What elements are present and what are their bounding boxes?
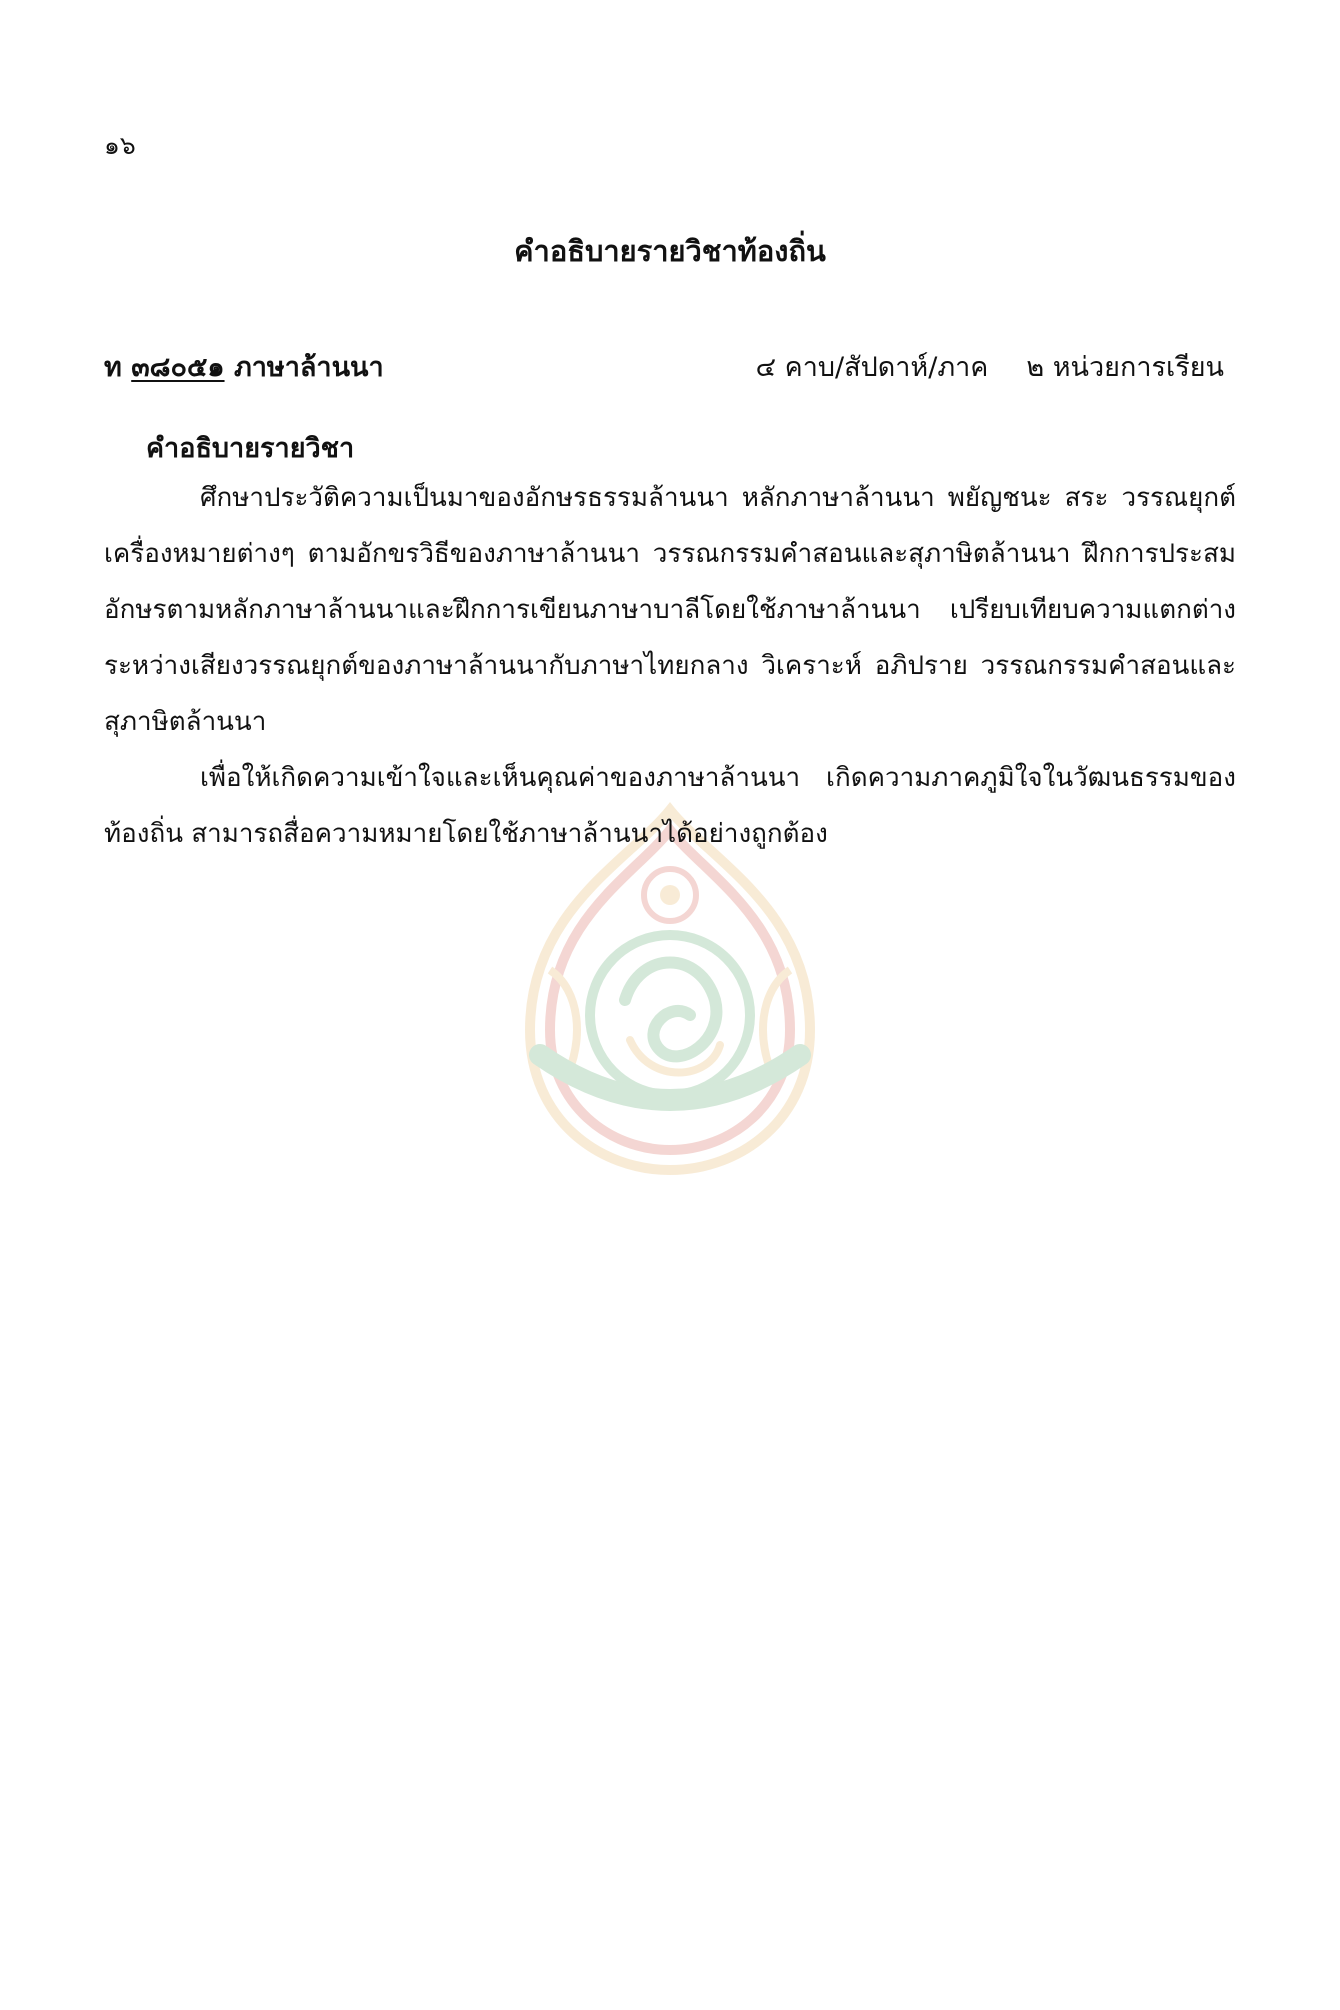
course-code-prefix: ท bbox=[104, 352, 132, 383]
course-meta bbox=[756, 345, 1224, 388]
course-code-name bbox=[104, 345, 384, 388]
course-credits: ๒ หน่วยการเรียน bbox=[1026, 352, 1224, 383]
description-paragraph: เพื่อให้เกิดความเข้าใจและเห็นคุณค่าของภาษาล้านนา เกิดความภาคภูมิใจในวัฒนธรรมของท้องถิ่น สามารถสื่อความหมายโดยใช้ภาษาล้านนาได้อย่างถูกต้อง bbox=[104, 763, 1236, 849]
page-title: คำอธิบายรายวิชาท้องถิ่น bbox=[514, 234, 826, 268]
description-paragraph: ศึกษาประวัติความเป็นมาของอักษรธรรมล้านนา หลักภาษาล้านนา พยัญชนะ สระ วรรณยุกต์ เครื่องหมายต่างๆ ตามอักขรวิธีของภาษาล้านนา วรรณกรรมคำสอนและสุภาษิตล้านนา ฝึกการประสมอักษรตามหลักภาษาล้านนาและฝึกการเขียนภาษาบาลีโดยใช้ภาษาล้านนา เปรียบเทียบความแตกต่างระหว่างเสียงวรรณยุกต์ของภาษาล้านนากับภาษาไทยกลาง วิเคราะห์ อภิปราย วรรณกรรมคำสอนและสุภาษิตล้านนา bbox=[104, 483, 1236, 737]
emblem-wheel-hub bbox=[660, 885, 680, 905]
page-number: ๑๖ bbox=[104, 131, 136, 160]
course-periods: ๔ คาบ/สัปดาห์/ภาค bbox=[755, 352, 989, 383]
emblem-glyph bbox=[625, 963, 716, 1057]
section-heading: คำอธิบายรายวิชา bbox=[146, 433, 355, 464]
course-code: ๓๘๐๕๑ bbox=[131, 352, 225, 383]
description-body bbox=[104, 470, 1236, 862]
course-info-line bbox=[104, 345, 1224, 389]
course-name: ภาษาล้านนา bbox=[224, 352, 384, 383]
